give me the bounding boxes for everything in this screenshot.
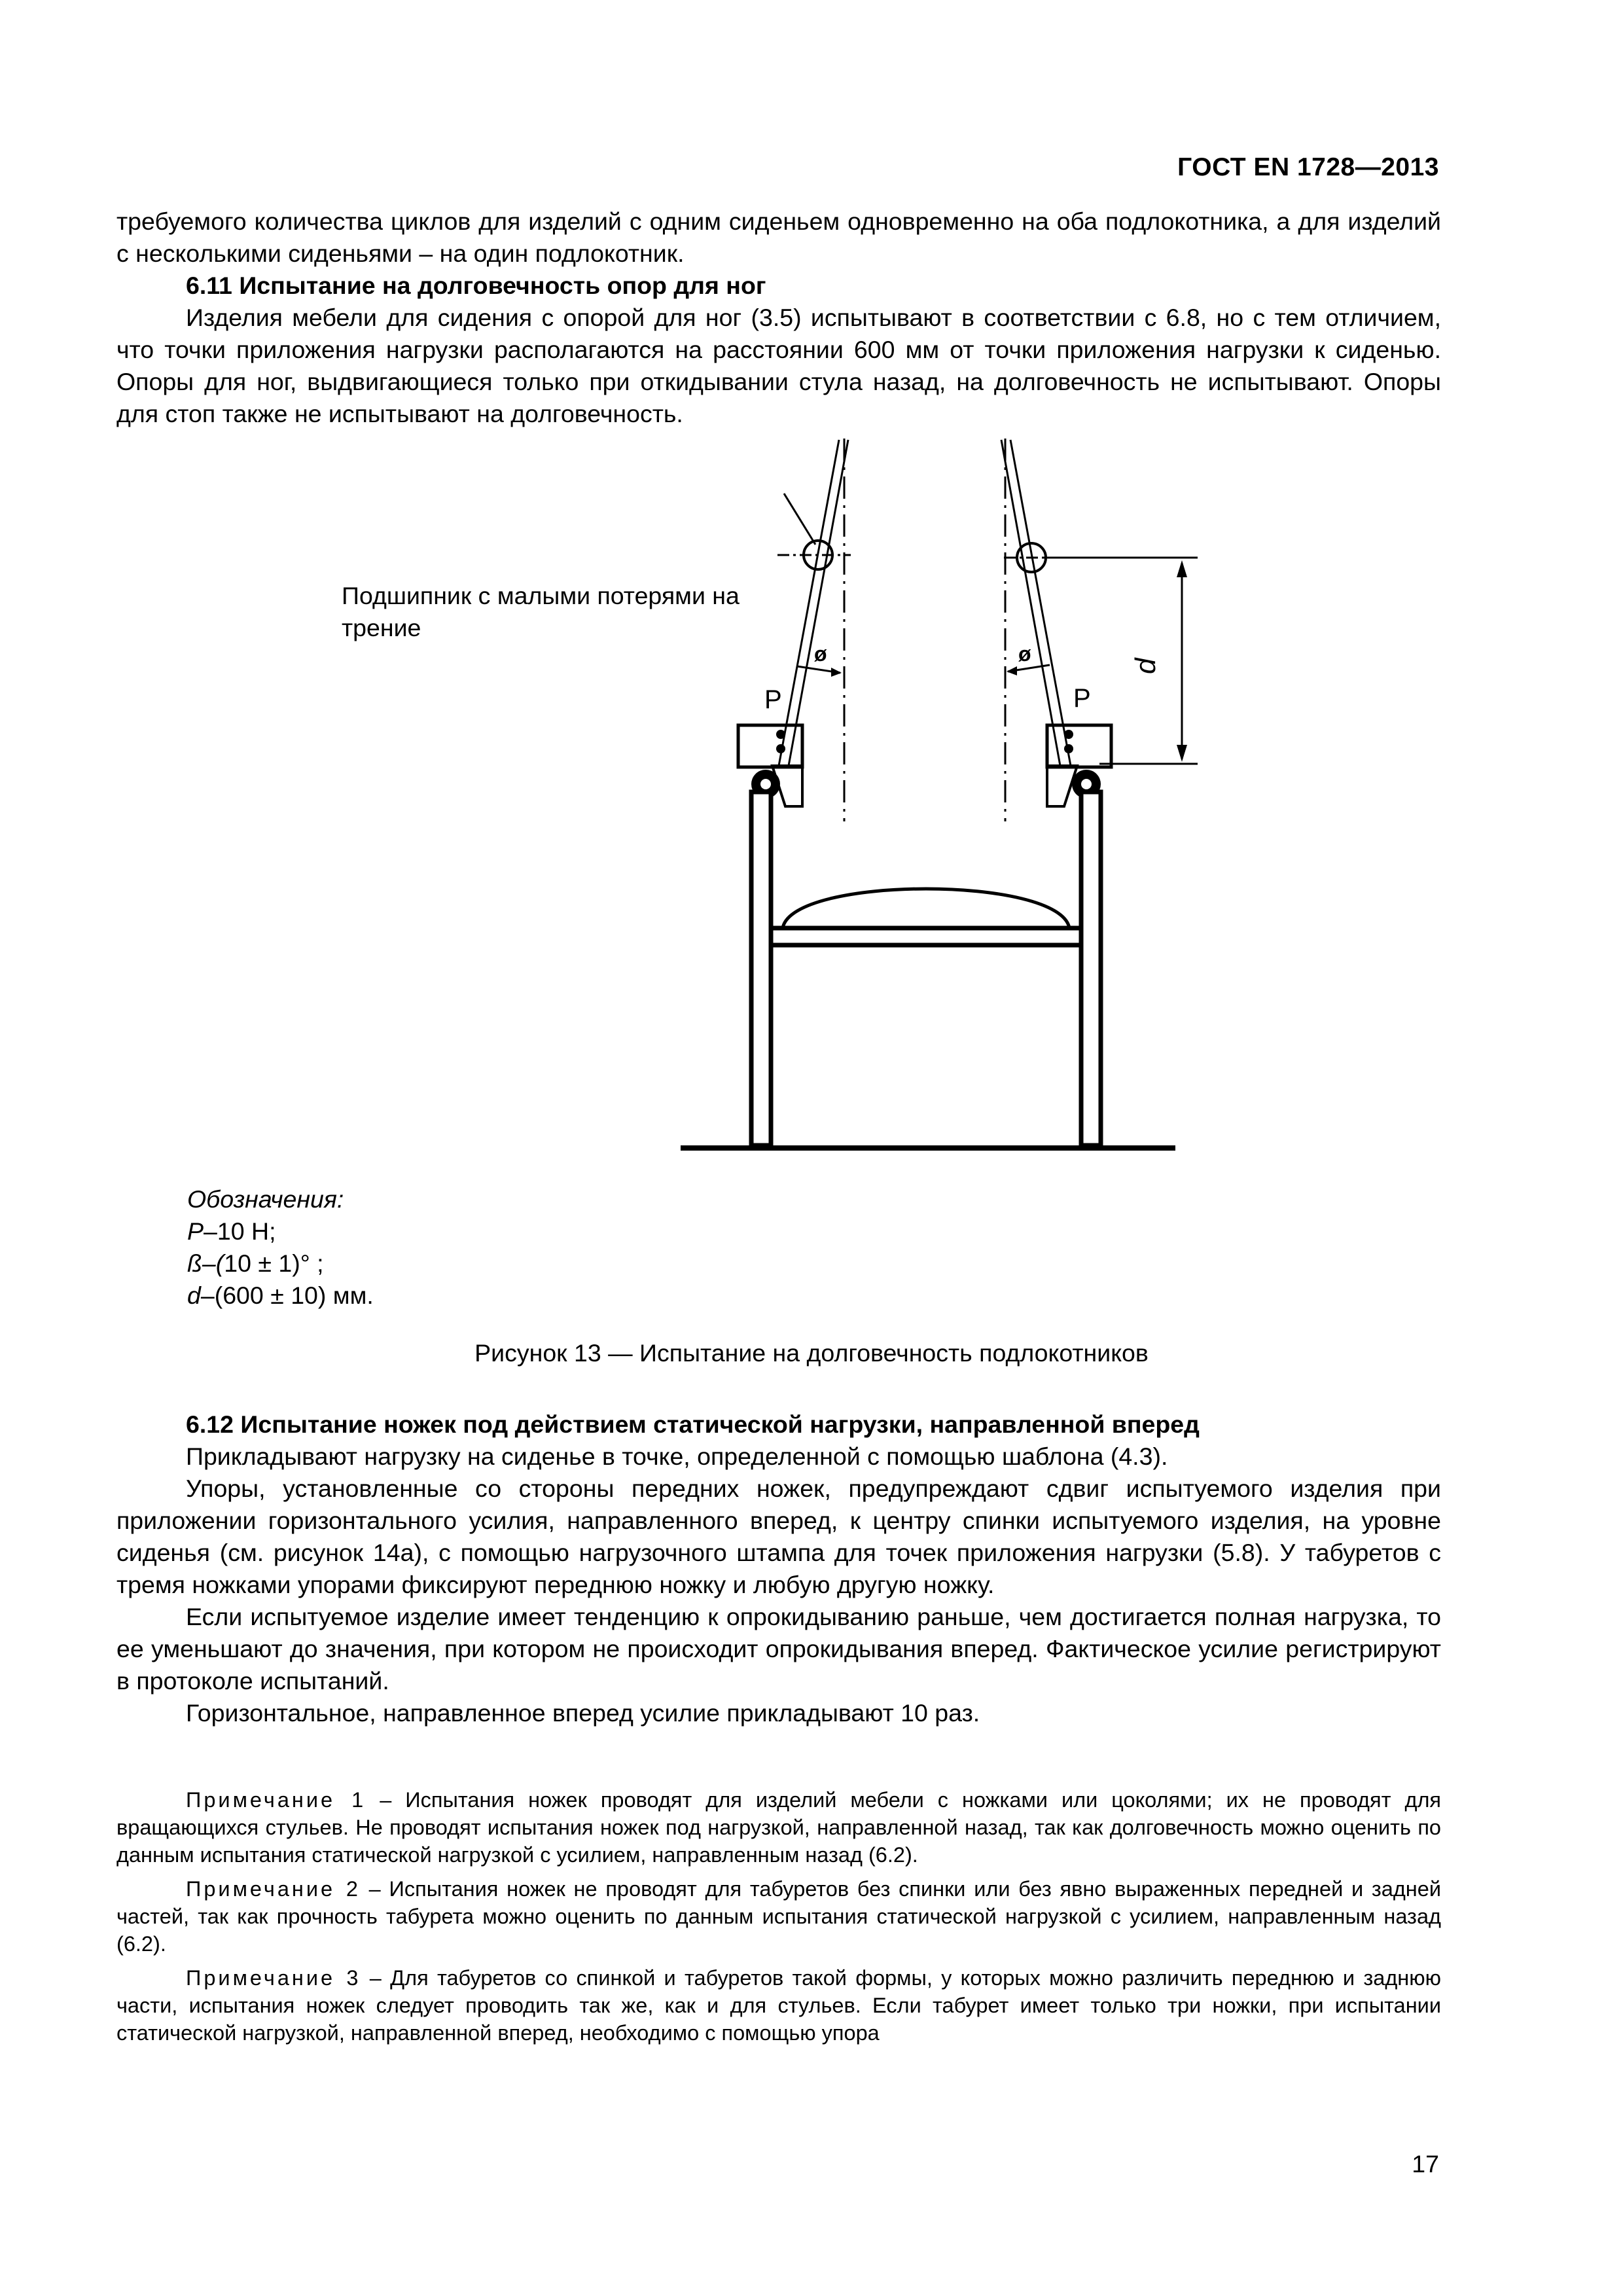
- right-angle-label: ø: [1018, 642, 1031, 666]
- note-3-text: – Для табуретов со спинкой и табуретов такой формы, у которых можно различить переднюю и заднюю части, испытания ножек следует проводить так же, как и для стульев. Если табурет имеет только три ножки, при испытании статической нагрузкой, направленной вперед, необходимо с помощью упора: [116, 1966, 1441, 2045]
- note-2-label: Примечание 2: [186, 1877, 361, 1901]
- note-1-label: Примечание 1: [186, 1788, 366, 1812]
- legend-value-beta: 10 ± 1)° ;: [224, 1249, 324, 1277]
- right-armrest-roller-hub: [1081, 779, 1092, 789]
- dimension-arrow-top: [1177, 560, 1187, 577]
- seat-cushion: [783, 889, 1069, 928]
- legend-item-d: [187, 1280, 374, 1312]
- page-number: 17: [1412, 2150, 1439, 2178]
- legend-value-d: –(600 ± 10) мм.: [200, 1282, 374, 1309]
- legend-value-p: –10 Н;: [204, 1217, 276, 1245]
- legend-item-p: [187, 1215, 374, 1247]
- note-3-label: Примечание 3: [186, 1966, 361, 1990]
- left-load-label: P: [764, 685, 782, 714]
- legend-symbol-p: P: [187, 1217, 204, 1245]
- dimension-d-label: d: [1130, 658, 1162, 674]
- right-pendulum-line-outer: [1001, 440, 1060, 766]
- right-angle-arrowhead: [1007, 666, 1017, 675]
- note-1-text: – Испытания ножек проводят для изделий мебели с ножками или цоколями; их не проводят для вращающихся стульев. Не проводят испытания ножек под нагрузкой, направленной назад, так как долговечность можно оценить по данным испытания статической нагрузкой с усилием, направленным назад (6.2).: [116, 1788, 1442, 1867]
- left-angle-arrowhead: [831, 668, 842, 677]
- section-6-12-block: [116, 1408, 1441, 1729]
- right-pendulum-line-inner: [1010, 440, 1071, 766]
- right-load-point: [1064, 730, 1073, 739]
- note-3: [116, 1964, 1441, 2047]
- legend-symbol-beta: ß–(: [187, 1249, 224, 1277]
- note-2-text: – Испытания ножек не проводят для табуретов без спинки или без явно выраженных передней и задней частей, так как прочность табурета можно оценить по данным испытания статической нагрузкой с усилием, направленным назад (6.2).: [116, 1877, 1441, 1956]
- seat-rail: [771, 928, 1081, 945]
- note-2: [116, 1875, 1441, 1958]
- section-6-12-paragraph-1: Прикладывают нагрузку на сиденье в точке, определенной с помощью шаблона (4.3).: [186, 1443, 1168, 1470]
- bearing-callout-label: Подшипник с малыми потерями на трение: [342, 582, 740, 641]
- callout-leader-line: [784, 493, 815, 545]
- legend-title: Обозначения:: [187, 1185, 344, 1213]
- legend-symbol-d: d: [187, 1282, 201, 1309]
- right-load-label: P: [1073, 684, 1091, 713]
- left-load-point: [776, 730, 785, 739]
- left-angle-label: ø: [814, 642, 827, 666]
- right-load-point-2: [1064, 744, 1073, 753]
- standard-header: ГОСТ EN 1728—2013: [1177, 153, 1439, 181]
- section-6-11-heading: 6.11 Испытание на долговечность опор для ног: [186, 272, 766, 299]
- section-6-12-heading: 6.12 Испытание ножек под действием статической нагрузки, направленной вперед: [186, 1410, 1200, 1438]
- figure-legend: [187, 1183, 374, 1312]
- intro-continuation: требуемого количества циклов для изделий с одним сиденьем одновременно на оба подлокотника, а для изделий с несколькими сиденьями – на один подлокотник.: [116, 207, 1441, 267]
- left-load-point-2: [776, 744, 785, 753]
- section-6-11-paragraph: Изделия мебели для сидения с опорой для ног (3.5) испытывают в соответствии с 6.8, но с тем отличием, что точки приложения нагрузки располагаются на расстоянии 600 мм от точки приложения нагрузки к сиденью. Опоры для ног, выдвигающиеся только при откидывании стула назад, на долговечность не испытывают. Опоры для стоп также не испытывают на долговечность.: [116, 304, 1441, 427]
- legend-item-beta: [187, 1247, 374, 1280]
- note-1: [116, 1786, 1441, 1869]
- dimension-arrow-bottom: [1177, 745, 1187, 762]
- left-chair-leg: [751, 792, 771, 1145]
- section-6-12-paragraph-4: Горизонтальное, направленное вперед усилие прикладывают 10 раз.: [186, 1699, 980, 1727]
- right-chair-leg: [1081, 792, 1101, 1145]
- section-6-12-paragraph-2: Упоры, установленные со стороны передних ножек, предупреждают сдвиг испытуемого изделия при приложении горизонтального усилия, направленного вперед, к центру спинки испытуемого изделия, на уровне сиденья (см. рисунок 14а), с помощью нагрузочного штампа для точек приложения нагрузки (5.8). У табуретов с тремя ножками упорами фиксируют переднюю ножку и любую другую ножку.: [116, 1475, 1441, 1598]
- left-armrest-roller-hub: [760, 779, 771, 789]
- section-6-12-paragraph-3: Если испытуемое изделие имеет тенденцию к опрокидыванию раньше, чем достигается полная нагрузка, то ее уменьшают до значения, при котором не происходит опрокидывания вперед. Фактическое усилие регистрируют в протоколе испытаний.: [116, 1603, 1441, 1695]
- figure-caption: Рисунок 13 — Испытание на долговечность подлокотников: [474, 1339, 1149, 1367]
- notes-block: [116, 1786, 1441, 2053]
